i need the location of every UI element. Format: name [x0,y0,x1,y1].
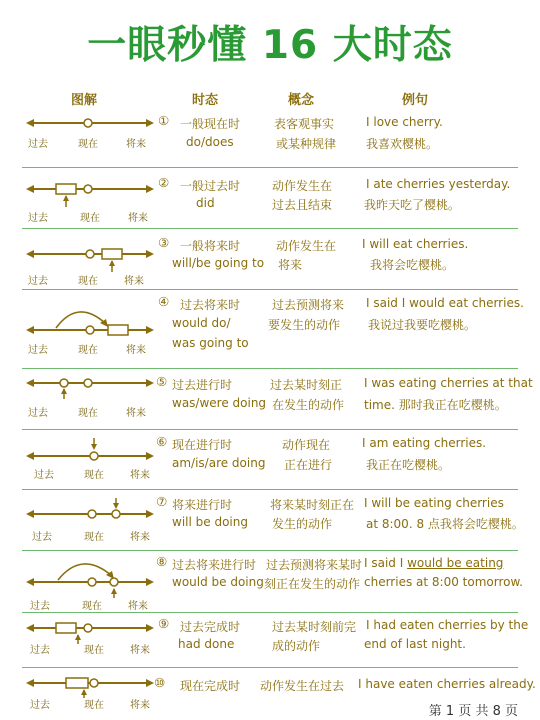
tense-number: ⑤ [156,374,168,389]
tense-name: 过去将来时 [180,298,241,312]
tense-row-7 [20,492,524,548]
example-zh: at 8:00. 8 点我将会吃樱桃。 [366,517,524,531]
tense-form: am/is/are doing [172,456,266,470]
example-zh: 我喜欢樱桃。 [366,137,439,151]
axis-future-label: 将来 [130,700,150,711]
tense-number: ⑧ [156,554,168,569]
example-zh: 我昨天吃了樱桃。 [364,198,461,212]
axis-past-label: 过去 [30,601,50,612]
axis-now-label: 现在 [78,276,98,287]
concept-line-2: 发生的动作 [272,517,333,531]
tense-name: 一般现在时 [180,117,241,131]
axis-past-label: 过去 [28,139,48,150]
tense-number: ② [158,175,170,190]
axis-now-label: 现在 [80,213,100,224]
concept-line-1: 过去某时刻前完 [272,620,357,634]
concept-line-2: 刻正在发生的动作 [264,577,361,591]
axis-past-label: 过去 [28,276,48,287]
example-en [364,556,503,570]
axis-past-label: 过去 [28,213,48,224]
axis-future-label: 将来 [124,276,144,287]
tense-form: will be doing [172,515,248,529]
example-en: I ate cherries yesterday. [366,177,511,191]
page-footer: 第 1 页 共 8 页 [428,704,518,719]
row-separator [22,167,518,168]
concept-line-1: 动作发生在过去 [260,679,345,693]
row-separator [22,667,518,668]
axis-future-label: 将来 [130,532,150,543]
tense-row-2 [20,171,518,227]
example-en-cont: end of last night. [364,637,466,651]
axis-now-label: 现在 [84,532,104,543]
example-zh: 我说过我要吃樱桃。 [368,318,477,332]
axis-now-label: 现在 [78,139,98,150]
tense-form-2: was going to [172,336,249,350]
header-tense: 时态 [192,93,219,108]
example-en-part: I said I [364,556,408,570]
concept-line-2: 成的动作 [272,639,321,653]
tense-number: ⑦ [156,494,168,509]
axis-future-label: 将来 [130,470,150,481]
axis-past-label: 过去 [32,532,52,543]
axis-future-label: 将来 [126,139,146,150]
example-zh: 我正在吃樱桃。 [366,458,451,472]
axis-future-label: 将来 [126,345,146,356]
axis-now-label: 现在 [84,645,104,656]
concept-line-1: 过去预测将来某时 [266,558,363,572]
axis-now-label: 现在 [84,470,104,481]
concept-line-2: 要发生的动作 [268,318,341,332]
tense-row-4 [20,292,524,364]
row-separator [22,550,518,551]
axis-past-label: 过去 [28,408,48,419]
axis-now-label: 现在 [78,345,98,356]
example-en: I was eating cherries at that [364,376,533,390]
tense-row-5 [20,371,533,427]
tense-form: had done [178,637,235,651]
axis-future-label: 将来 [130,645,150,656]
concept-line-2: 过去且结束 [272,198,333,212]
example-en: I said I would eat cherries. [366,296,524,310]
tense-number: ⑨ [158,616,170,631]
concept-line-1: 表客观事实 [274,117,335,131]
tense-form: did [196,196,215,210]
example-en: I will eat cherries. [362,237,469,251]
example-en-cont: cherries at 8:00 tomorrow. [364,575,523,589]
tense-name: 将来进行时 [172,498,233,512]
concept-line-1: 过去某时刻正 [270,378,343,392]
tense-name: 一般将来时 [180,239,241,253]
tense-number: ③ [158,235,170,250]
tense-row-8 [20,552,523,612]
page-title: 一眼秒懂 16 大时态 [87,23,453,68]
tense-name: 过去完成时 [180,620,241,634]
concept-line-1: 过去预测将来 [272,298,345,312]
axis-now-label: 现在 [84,700,104,711]
tense-form: do/does [186,135,234,149]
concept-line-1: 动作发生在 [272,179,333,193]
tense-number: ④ [158,294,170,309]
tense-number: ⑥ [156,434,168,449]
header-concept: 概念 [288,93,315,108]
row-separator [22,289,518,290]
tense-form: would be doing [172,575,264,589]
header-diagram: 图解 [71,93,98,108]
row-separator [22,612,518,613]
concept-line-1: 动作现在 [282,438,331,452]
tense-name: 现在进行时 [172,438,233,452]
example-en: I had eaten cherries by the [366,618,529,632]
tense-row-6 [20,432,518,488]
tense-number: ⑩ [154,675,166,690]
row-separator [22,228,518,229]
row-separator [22,368,518,369]
tense-row-9 [20,614,529,670]
tense-form: was/were doing [172,396,267,410]
axis-past-label: 过去 [30,700,50,711]
row-separator [22,429,518,430]
example-zh: time. 那时我正在吃樱桃。 [364,398,507,412]
example-en: I have eaten cherries already. [358,677,536,691]
axis-future-label: 将来 [128,601,148,612]
axis-future-label: 将来 [126,408,146,419]
concept-line-2: 将来 [278,258,303,272]
tense-name: 过去将来进行时 [172,558,257,572]
tense-name: 一般过去时 [180,179,241,193]
tense-row-3 [20,232,518,288]
example-zh: 我将会吃樱桃。 [370,258,455,272]
concept-line-1: 将来某时刻正在 [270,498,355,512]
tense-number: ① [158,113,170,128]
example-en: I will be eating cherries [364,496,504,510]
tense-form: will/be going to [172,256,265,270]
axis-past-label: 过去 [28,345,48,356]
axis-now-label: 现在 [78,408,98,419]
tense-name: 现在完成时 [180,679,241,693]
example-en-underlined: would be eating [407,556,504,570]
tense-form: would do/ [172,316,231,330]
tense-name: 过去进行时 [172,378,233,392]
axis-past-label: 过去 [34,470,54,481]
concept-line-1: 动作发生在 [276,239,337,253]
tense-row-1 [20,108,518,164]
concept-line-2: 或某种规律 [276,137,337,151]
axis-past-label: 过去 [30,645,50,656]
concept-line-2: 在发生的动作 [272,398,345,412]
axis-now-label: 现在 [82,601,102,612]
header-example: 例句 [402,93,429,108]
example-en: I love cherry. [366,115,443,129]
example-en: I am eating cherries. [362,436,487,450]
row-separator [22,489,518,490]
axis-future-label: 将来 [128,213,148,224]
concept-line-2: 正在进行 [284,458,333,472]
